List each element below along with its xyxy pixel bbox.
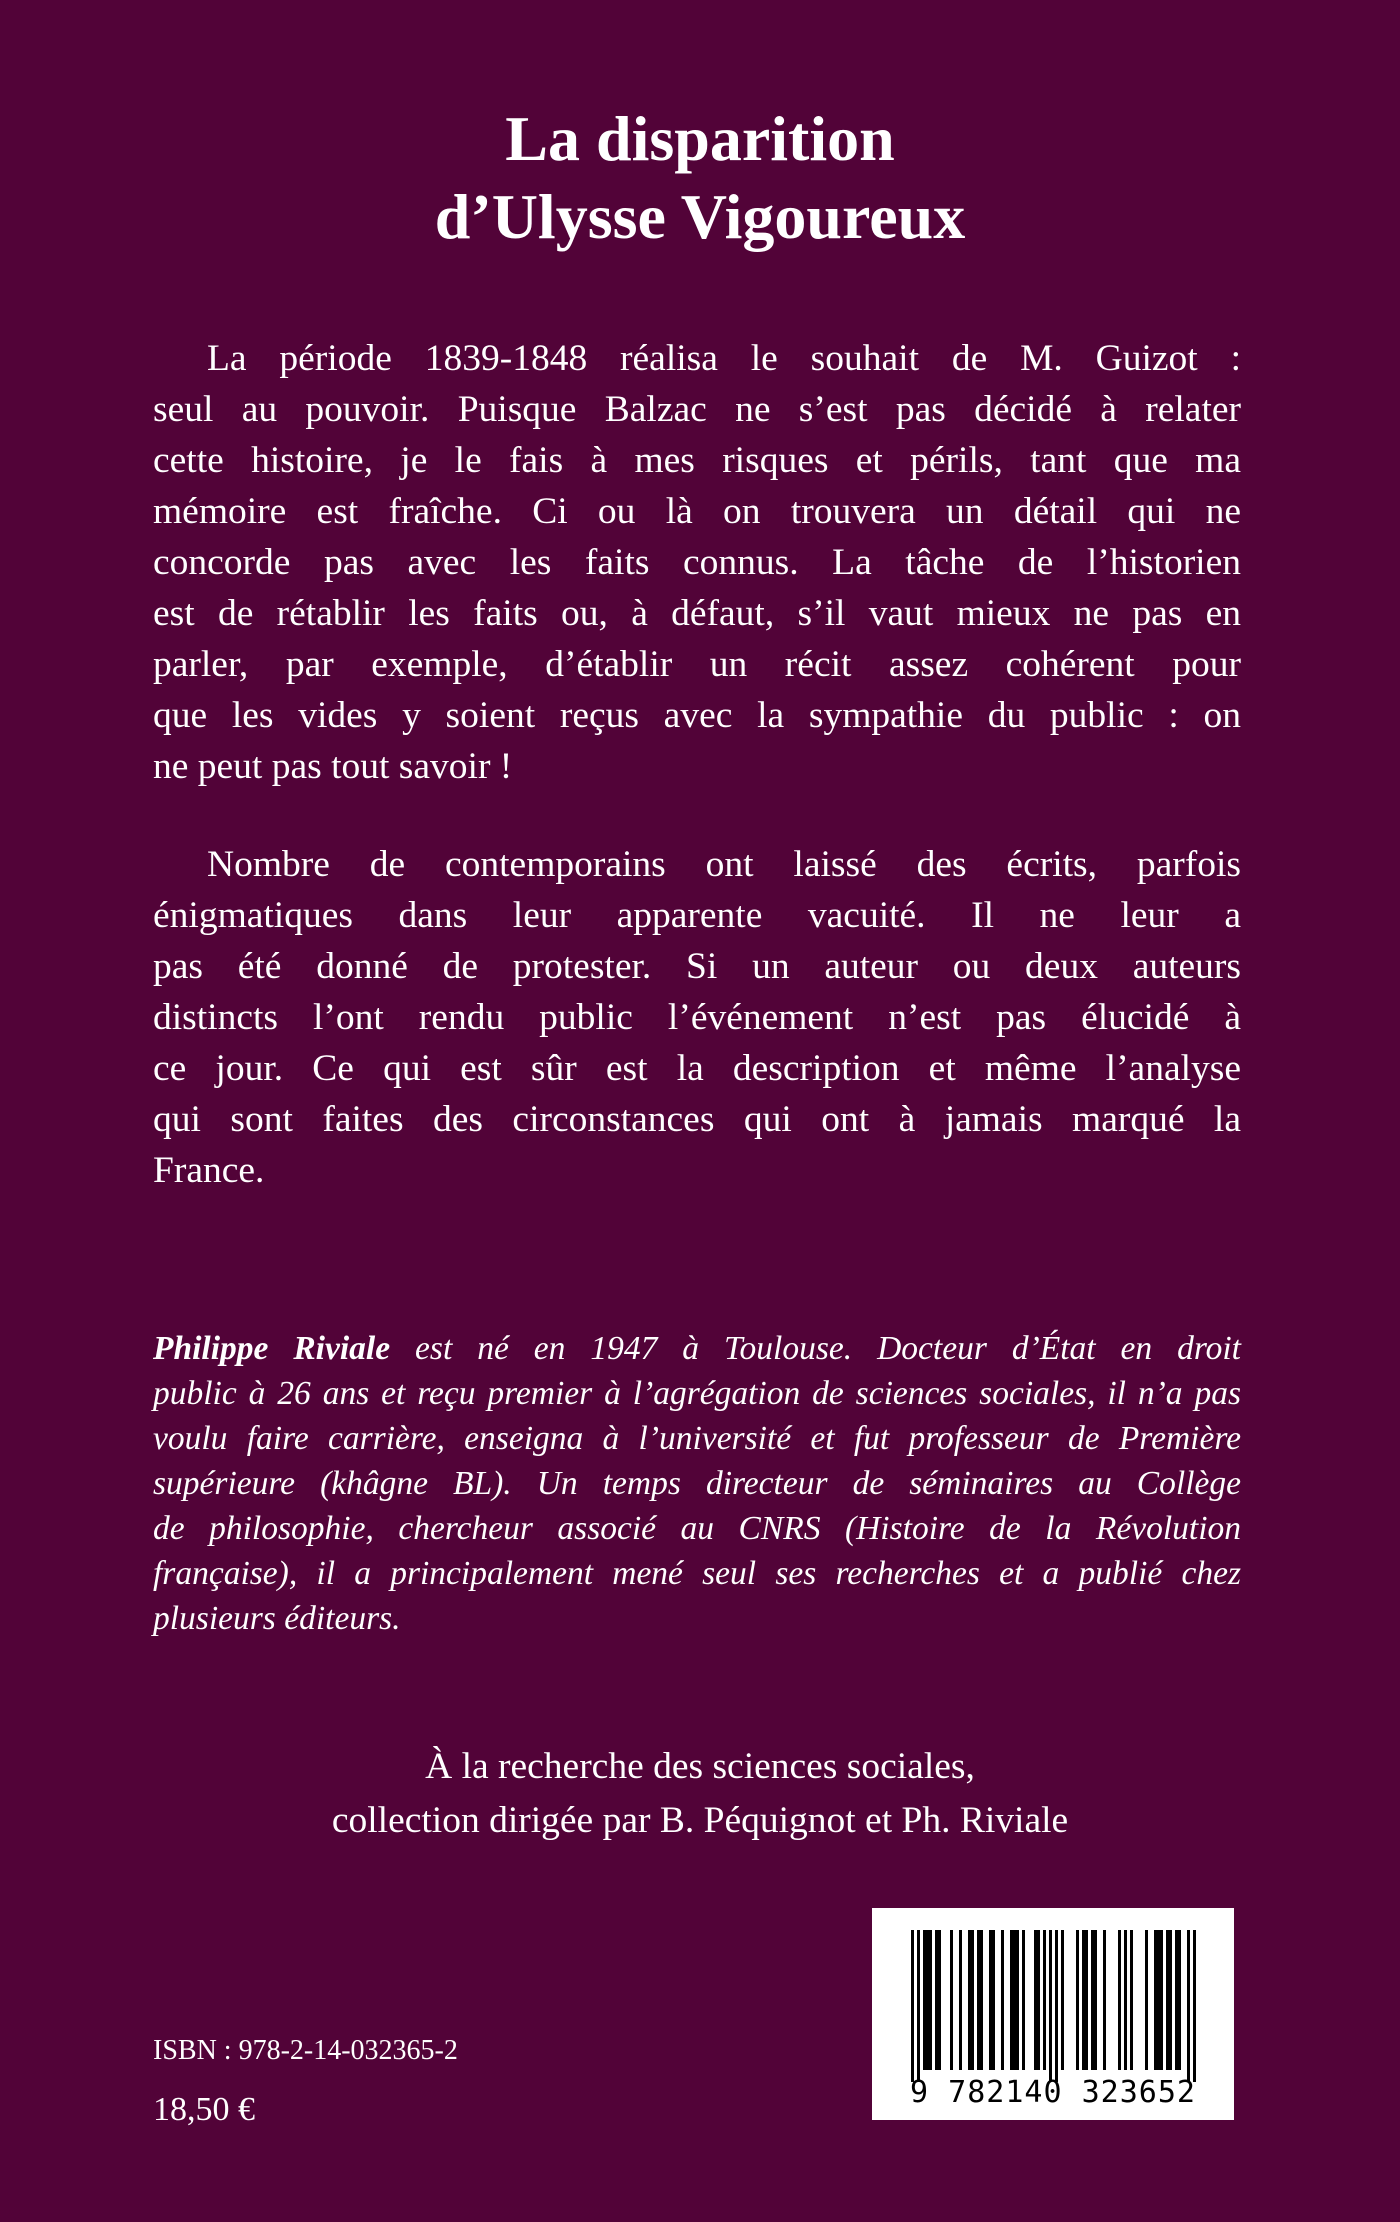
- price: 18,50 €: [153, 2091, 255, 2128]
- barcode-bar: [1178, 1930, 1181, 2070]
- barcode-bar: [968, 1930, 971, 2070]
- author-bio-line: de philosophie, chercheur associé au CNRS (Histoire de la Révolution: [153, 1510, 1241, 1547]
- barcode-bar: [929, 1930, 932, 2070]
- barcode-bar: [1166, 1930, 1169, 2070]
- barcode-bar: [1130, 1930, 1133, 2070]
- barcode-bar: [1013, 1930, 1016, 2070]
- barcode-bar: [1076, 1930, 1079, 2070]
- barcode-bar: [1043, 1930, 1046, 2070]
- author-bio-line: supérieure (khâgne BL). Un temps directeur de séminaires au Collège: [153, 1465, 1241, 1502]
- author-bio-line: voulu faire carrière, enseigna à l’université et fut professeur de Première: [153, 1420, 1241, 1457]
- blurb-line: ne peut pas tout savoir !: [153, 746, 513, 787]
- barcode-bar: [971, 1930, 974, 2070]
- barcode-bar: [1037, 1930, 1040, 2070]
- barcode-bar: [992, 1930, 995, 2070]
- barcode-bar: [1085, 1930, 1088, 2070]
- author-name: Philippe Riviale: [153, 1330, 391, 1367]
- blurb-line: seul au pouvoir. Puisque Balzac ne s’est pas décidé à relater: [153, 389, 1241, 430]
- collection-info: [0, 1740, 1400, 1848]
- author-bio-line: française), il a principalement mené seul ses recherches et a publié chez: [153, 1555, 1241, 1592]
- book-title-line-2: d’Ulysse Vigoureux: [434, 181, 966, 252]
- barcode-bar: [1160, 1930, 1163, 2070]
- barcode-bar: [1145, 1930, 1148, 2070]
- blurb-line: France.: [153, 1150, 265, 1191]
- book-title-line-1: La disparition: [505, 103, 895, 174]
- blurb-line: mémoire est fraîche. Ci ou là on trouvera un détail qui ne: [153, 491, 1241, 532]
- barcode-digits: 9 782140 323652: [910, 2075, 1196, 2110]
- blurb-line: La période 1839-1848 réalisa le souhait de M. Guizot :: [207, 338, 1241, 379]
- blurb-line: énigmatiques dans leur apparente vacuité. Il ne leur a: [153, 895, 1241, 936]
- barcode-bar: [1055, 1930, 1058, 2082]
- blurb-paragraph-2: [153, 839, 1241, 1196]
- author-bio-line: plusieurs éditeurs.: [153, 1600, 401, 1637]
- blurb-line: concorde pas avec les faits connus. La tâche de l’historien: [153, 542, 1241, 583]
- blurb-line: cette histoire, je le fais à mes risques et périls, tant que ma: [153, 440, 1241, 481]
- author-bio-line: public à 26 ans et reçu premier à l’agrégation de sciences sociales, il n’a pas: [153, 1375, 1241, 1412]
- blurb-line: qui sont faites des circonstances qui ont à jamais marqué la: [153, 1099, 1241, 1140]
- blurb-line: distincts l’ont rendu public l’événement n’est pas élucidé à: [153, 997, 1241, 1038]
- collection-line-1: À la recherche des sciences sociales,: [425, 1746, 975, 1787]
- barcode-bar: [1187, 1930, 1190, 2082]
- barcode-bar: [977, 1930, 980, 2070]
- barcode-bar: [1169, 1930, 1172, 2070]
- blurb-line: pas été donné de protester. Si un auteur ou deux auteurs: [153, 946, 1241, 987]
- barcode-bar: [1094, 1930, 1097, 2070]
- barcode-bar: [980, 1930, 983, 2070]
- barcode-bar: [1034, 1930, 1037, 2070]
- barcode: [872, 1908, 1234, 2120]
- barcode-bar: [1016, 1930, 1019, 2070]
- barcode-bar: [1082, 1930, 1085, 2070]
- barcode-bar: [1010, 1930, 1013, 2070]
- barcode-bar: [1175, 1930, 1178, 2070]
- barcode-bar: [911, 1930, 914, 2082]
- collection-line-2: collection dirigée par B. Péquignot et Ph. Riviale: [331, 1800, 1069, 1841]
- barcode-bar: [926, 1930, 929, 2070]
- barcode-bar: [1091, 1930, 1094, 2070]
- author-bio: [153, 1326, 1241, 1641]
- blurb-line: ce jour. Ce qui est sûr est la description et même l’analyse: [153, 1048, 1241, 1089]
- barcode-bar: [989, 1930, 992, 2070]
- barcode-bar: [1157, 1930, 1160, 2070]
- book-title: [0, 100, 1400, 256]
- barcode-bar: [938, 1930, 941, 2070]
- barcode-bar: [1124, 1930, 1127, 2070]
- barcode-bar: [923, 1930, 926, 2070]
- barcode-bar: [1049, 1930, 1052, 2082]
- barcode-bar: [950, 1930, 953, 2070]
- barcode-bar: [1022, 1930, 1025, 2070]
- isbn: ISBN : 978-2-14-032365-2: [153, 2035, 458, 2066]
- blurb-line: que les vides y soient reçus avec la sympathie du public : on: [153, 695, 1241, 736]
- author-bio-first-text: est né en 1947 à Toulouse. Docteur d’État en droit: [415, 1330, 1241, 1367]
- blurb-line: parler, par exemple, d’établir un récit assez cohérent pour: [153, 644, 1241, 685]
- author-bio-line: [153, 1326, 1241, 1371]
- barcode-bar: [935, 1930, 938, 2070]
- barcode-bar: [1154, 1930, 1157, 2070]
- barcode-bar: [1103, 1930, 1106, 2070]
- barcode-bar: [1001, 1930, 1004, 2070]
- blurb-line: Nombre de contemporains ont laissé des écrits, parfois: [207, 844, 1241, 885]
- barcode-bar: [1118, 1930, 1121, 2070]
- barcode-bar: [1193, 1930, 1196, 2082]
- blurb-paragraph-1: [153, 333, 1241, 792]
- barcode-bar: [1061, 1930, 1064, 2070]
- barcode-bar: [917, 1930, 920, 2082]
- barcode-bar: [959, 1930, 962, 2070]
- blurb-line: est de rétablir les faits ou, à défaut, s’il vaut mieux ne pas en: [153, 593, 1241, 634]
